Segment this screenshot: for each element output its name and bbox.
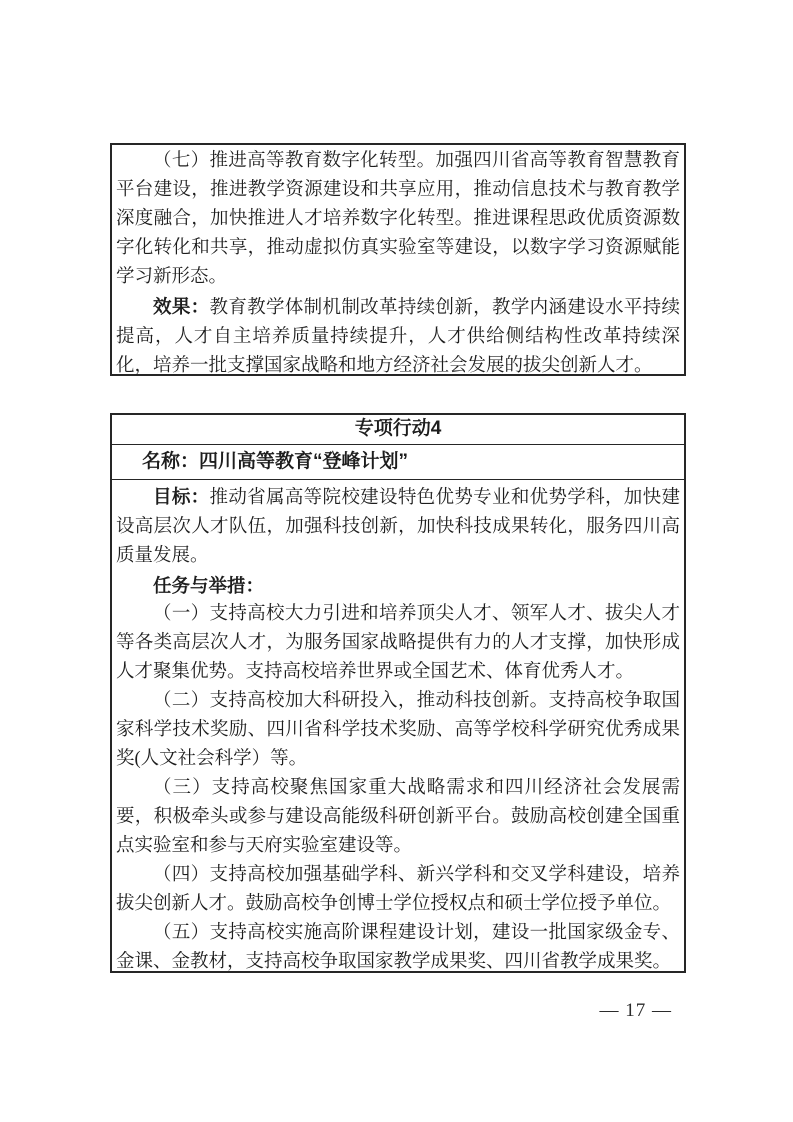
table-body-cell <box>112 480 684 977</box>
section-digital-transformation <box>110 143 686 376</box>
special-action-title: 专项行动4 <box>354 418 442 439</box>
paragraph-goal <box>116 482 680 571</box>
paragraph-item-7 <box>116 147 680 292</box>
task-item-3: （三）支持高校聚焦国家重大战略需求和四川经济社会发展需要，积极牵头或参与建设高能级科研创新平台。鼓励高校创建全国重点实验室和参与天府实验室建设等。 <box>116 778 680 856</box>
table-name-row <box>112 445 684 480</box>
table-header-row <box>112 415 684 445</box>
task-item-2: （二）支持高校加大科研投入，推动科技创新。支持高校争取国家科学技术奖励、四川省科学技术奖励、高等学校科学研究优秀成果奖(人文社会科学）等。 <box>116 691 680 769</box>
name-label: 名称： <box>142 451 200 472</box>
name-text: 四川高等教育“登峰计划” <box>199 451 409 472</box>
page-number: — 17 — <box>599 1000 672 1021</box>
result-label: 效果： <box>153 296 210 317</box>
special-action-4-table <box>110 413 686 973</box>
tasks-heading: 任务与举措： <box>153 575 265 596</box>
result-text: 教育教学体制机制改革持续创新，教学内涵建设水平持续提高，人才自主培养质量持续提升，人才供给侧结构性改革持续深化，培养一批支撑国家战略和地方经济社会发展的拔尖创新人才。 <box>116 298 680 376</box>
task-item-1: （一）支持高校大力引进和培养顶尖人才、领军人才、拔尖人才等各类高层次人才，为服务国家战略提供有力的人才支撑，加快形成人才聚集优势。支持高校培养世界或全国艺术、体育优秀人才。 <box>116 604 680 682</box>
paragraph-result <box>116 292 680 381</box>
task-item-5: （五）支持高校实施高阶课程建设计划，建设一批国家级金专、金课、金教材，支持高校争取国家教学成果奖、四川省教学成果奖。 <box>116 923 680 972</box>
goal-text: 推动省属高等院校建设特色优势专业和优势学科，加快建设高层次人才队伍，加强科技创新，加快科技成果转化，服务四川高质量发展。 <box>116 488 680 566</box>
task-item-4: （四）支持高校加强基础学科、新兴学科和交叉学科建设，培养拔尖创新人才。鼓励高校争创博士学位授权点和硕士学位授予单位。 <box>116 865 680 914</box>
goal-label: 目标： <box>153 486 210 507</box>
paragraph-item-7-text: （七）推进高等教育数字化转型。加强四川省高等教育智慧教育平台建设，推进教学资源建设和共享应用，推动信息技术与教育教学深度融合，加快推进人才培养数字化转型。推进课程思政优质资源数字化转化和共享，推动虚拟仿真实验室等建设，以数字学习资源赋能学习新形态。 <box>116 151 680 287</box>
